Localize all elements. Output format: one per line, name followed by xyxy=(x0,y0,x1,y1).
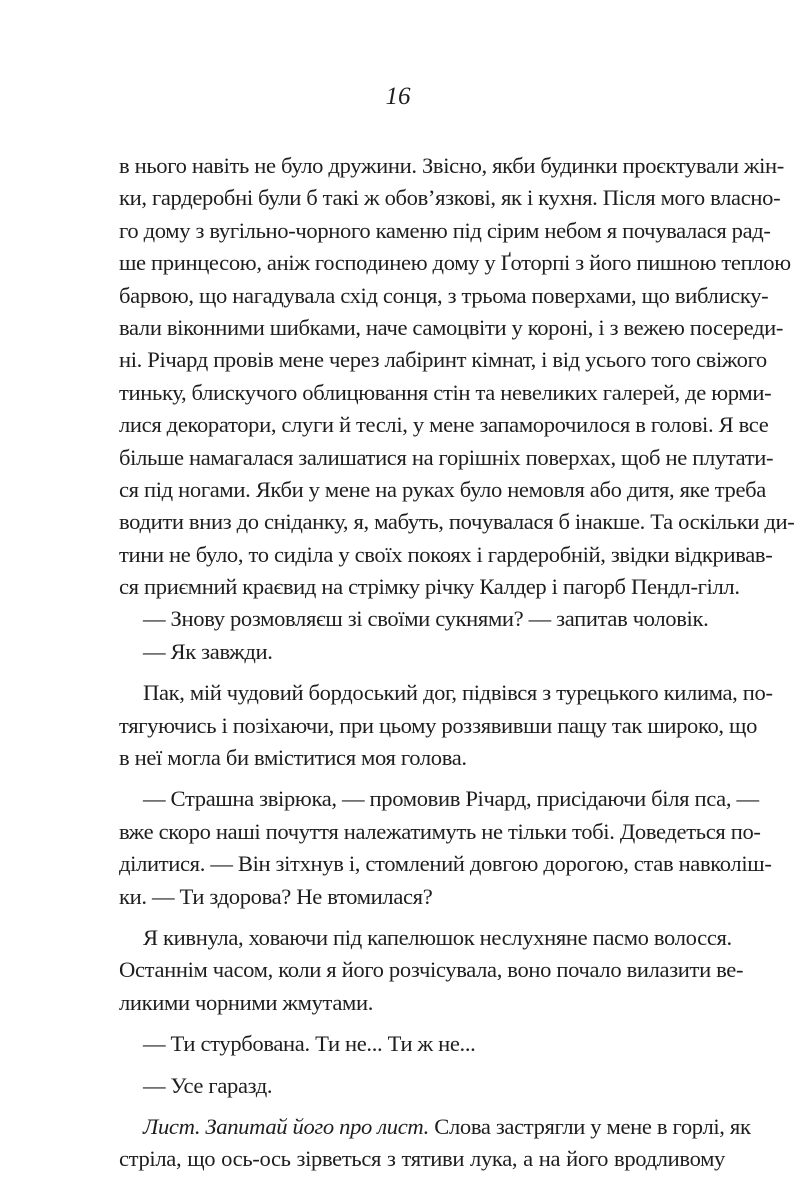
text-line: ки. — Ти здорова? Не втомилася? xyxy=(119,883,433,909)
text-line: — Ти стурбована. Ти не... Ти ж не... xyxy=(143,1031,476,1057)
text-line: вали віконними шибками, наче самоцвіти у короні, і з вежею посереди- xyxy=(119,314,784,340)
text-line: в неї могла би вміститися моя голова. xyxy=(119,745,467,771)
text-line: ся приємний краєвид на стрімку річку Калдер і пагорб Пендл-гілл. xyxy=(119,574,740,600)
page-number: 16 xyxy=(385,83,411,110)
text-line: ся під ногами. Якби у мене на руках було немовля або дитя, яке треба xyxy=(119,476,766,502)
text-line: ні. Річард провів мене через лабіринт кімнат, і від усього того свіжого xyxy=(119,347,767,373)
text-line: ки, гардеробні були б такі ж обов’язкові, як і кухня. Після мого власно- xyxy=(119,185,781,211)
text-line: Останнім часом, коли я його розчісувала, воно почало вилазити ве- xyxy=(119,957,744,983)
text-line: лися декоратори, слуги й теслі, у мене запаморочилося в голові. Я все xyxy=(119,412,769,438)
text-line: тиньку, блискучого облицювання стін та невеликих галерей, де юрми- xyxy=(119,379,772,405)
text-line: — Як завжди. xyxy=(143,638,273,664)
text-line: ділитися. — Він зітхнув і, стомлений довгою дорогою, став навколіш- xyxy=(119,851,772,877)
italic-line-rest: Слова застрягли у мене в горлі, як xyxy=(428,1113,751,1139)
text-line: — Страшна звірюка, — промовив Річард, присідаючи біля пса, — xyxy=(143,786,759,812)
text-line: Я кивнула, ховаючи під капелюшок неслухняне пасмо волосся. xyxy=(143,924,732,950)
text-line: тини не було, то сиділа у своїх покоях і гардеробній, звідки відкривав- xyxy=(119,541,773,567)
text-line: ше принцесою, аніж господинею дому у Ґоторпі з його пишною теплою xyxy=(119,250,791,276)
text-line-italic xyxy=(119,1111,751,1143)
text-line: водити вниз до сніданку, я, мабуть, почувалася б інакше. Та оскільки ди- xyxy=(119,509,795,535)
text-line: — Усе гаразд. xyxy=(143,1072,273,1098)
text-line: в нього навіть не було дружини. Звісно, якби будинки проєктували жін- xyxy=(119,153,784,178)
text-line: більше намагалася залишатися на горішніх поверхах, щоб не плутати- xyxy=(119,444,774,470)
text-line: го дому з вугільно-чорного каменю під сірим небом я почувалася рад- xyxy=(119,217,771,243)
text-lines xyxy=(119,150,795,1102)
italic-phrase: Лист. Запитай його про лист. xyxy=(143,1113,429,1139)
text-line: вже скоро наші почуття належатимуть не тільки тобі. Доведеться по- xyxy=(119,818,761,844)
body-text xyxy=(119,150,795,1176)
text-line: тягуючись і позіхаючи, при цьому роззявивши пащу так широко, що xyxy=(119,712,758,738)
text-line-final: стріла, що ось-ось зірветься з тятиви лука, а на його вродливому xyxy=(119,1146,725,1172)
text-line: — Знову розмовляєш зі своїми сукнями? — запитав чоловік. xyxy=(143,606,709,632)
text-line: ликими чорними жмутами. xyxy=(119,989,374,1015)
text-line: барвою, що нагадувала схід сонця, з трьома поверхами, що виблиску- xyxy=(119,282,769,308)
text-line: Пак, мій чудовий бордоський дог, підвівся з турецького килима, по- xyxy=(143,680,773,706)
